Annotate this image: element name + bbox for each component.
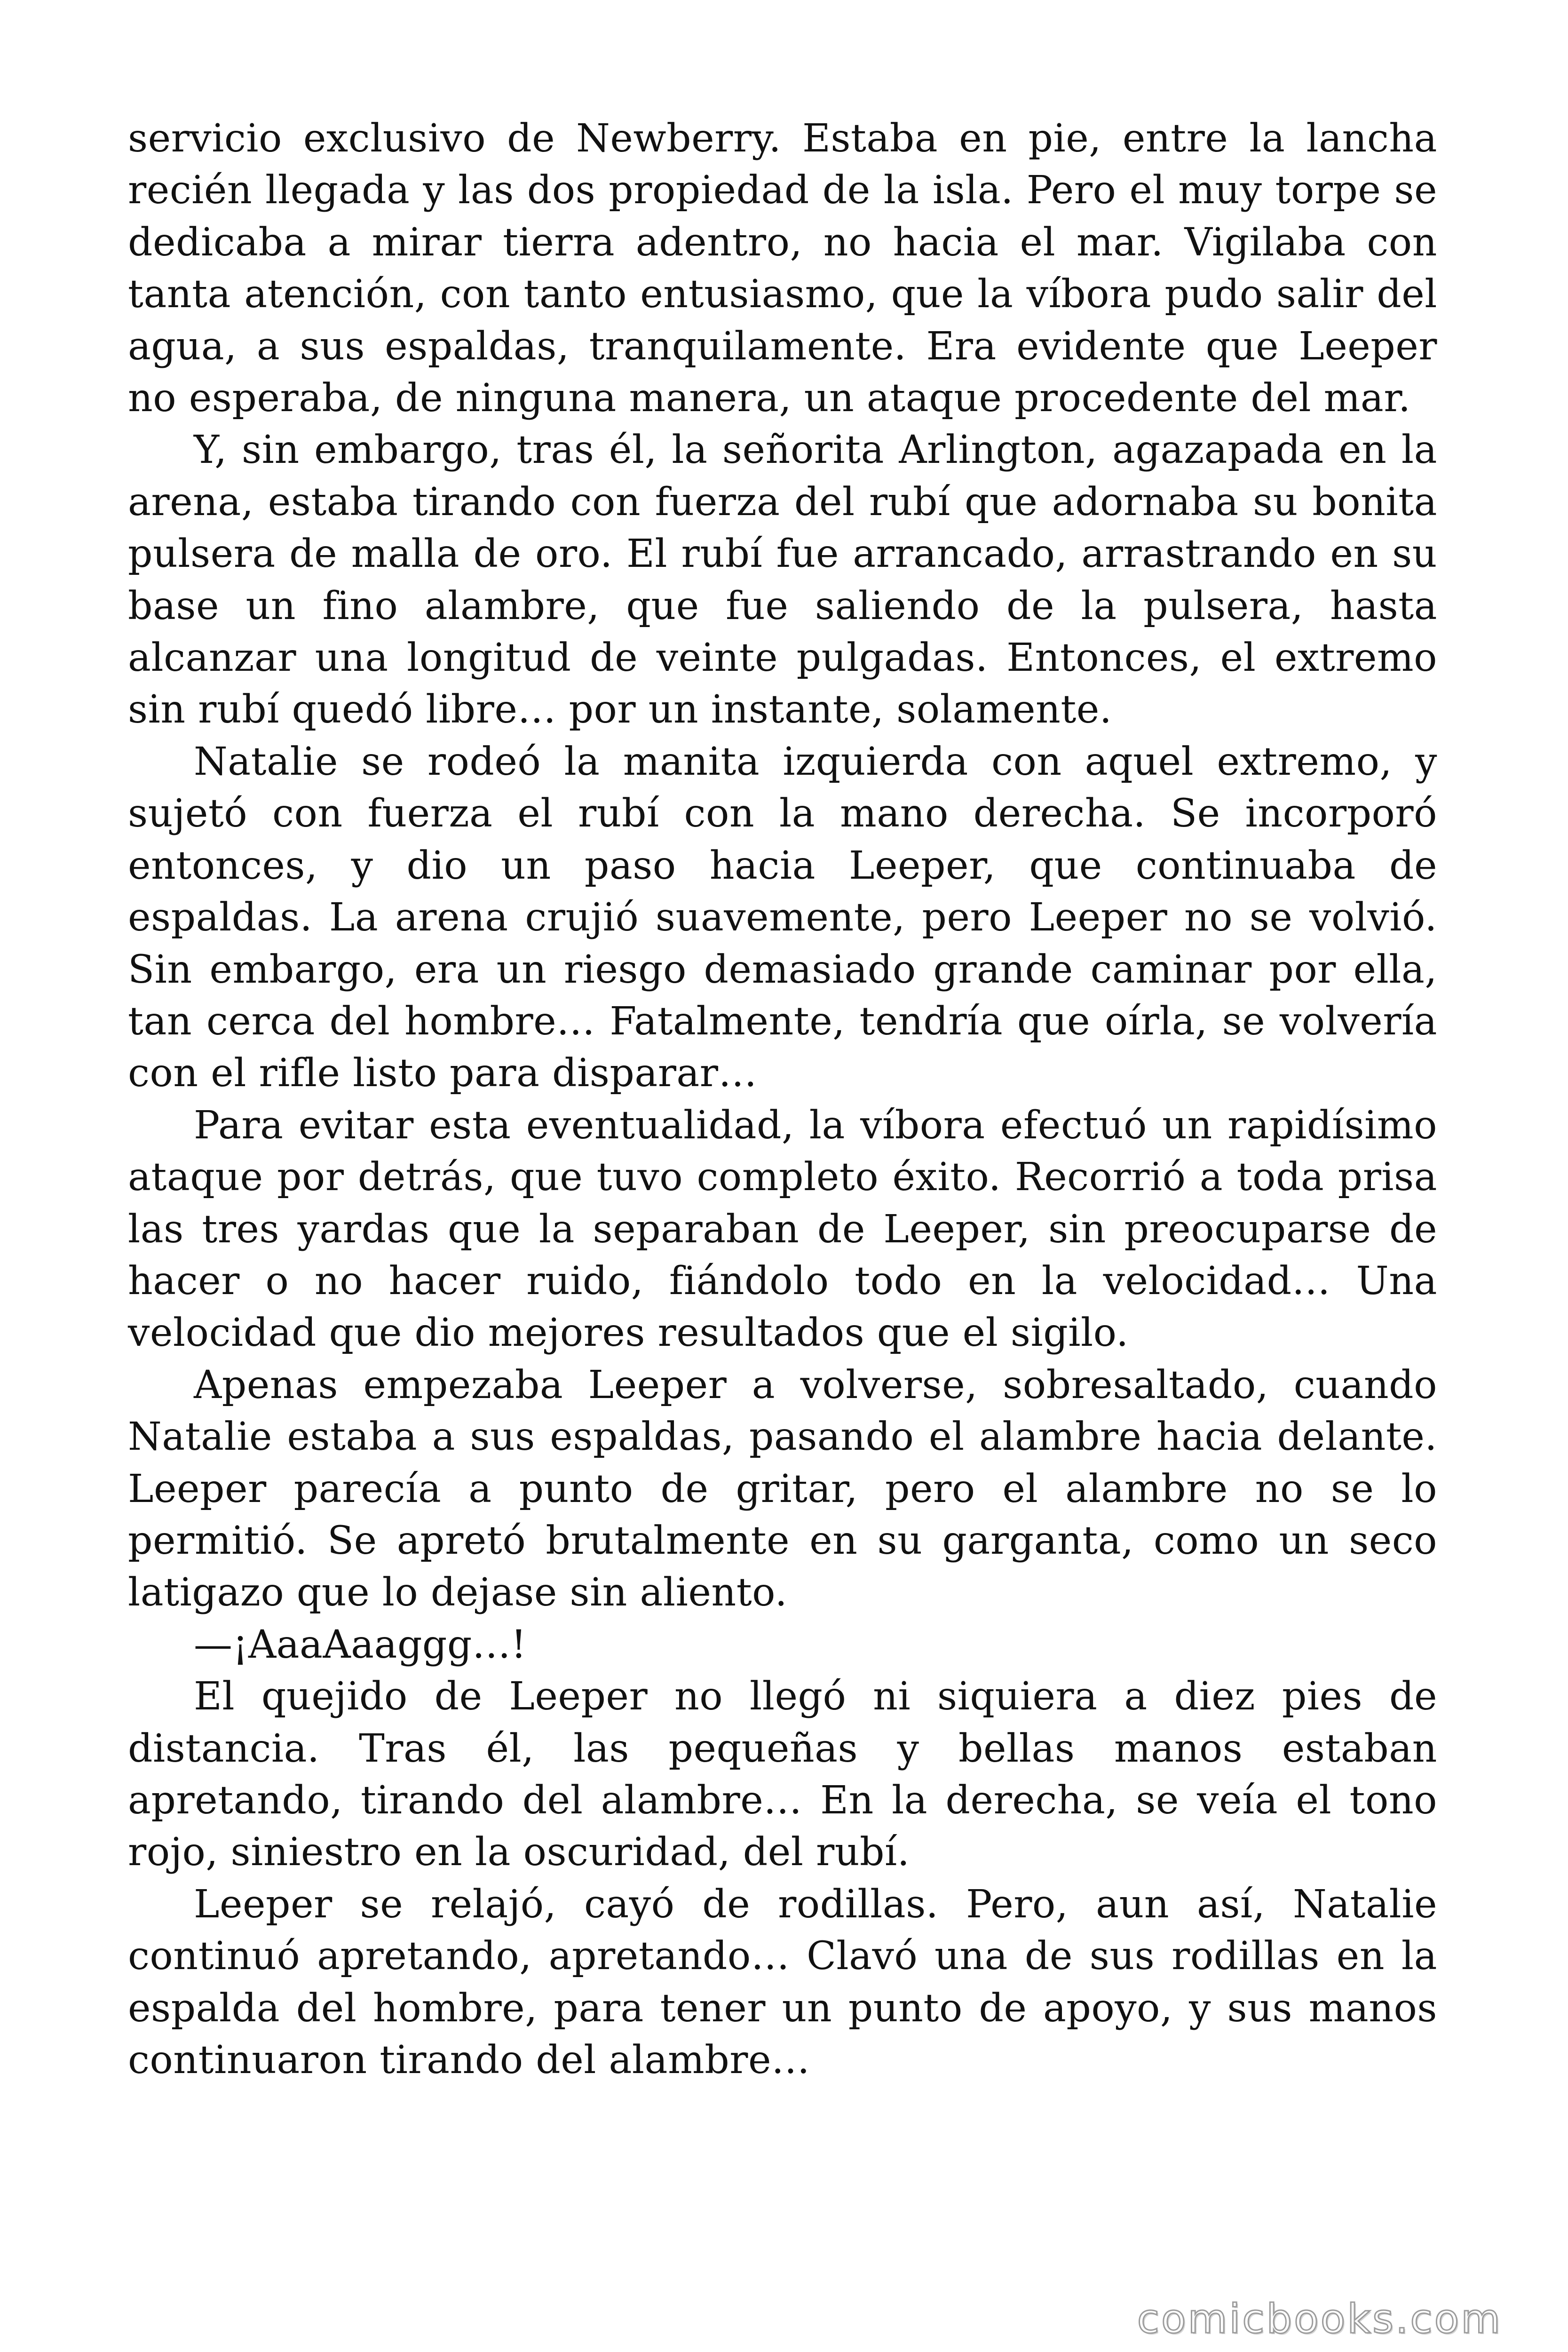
paragraph-3: Natalie se rodeó la manita izquierda con aquel extremo, y sujetó con fuerza el rubí con la mano derecha. Se incorporó entonces, y dio un paso hacia Leeper, que continuaba de espaldas. La arena crujió suavemente, pero Leeper no se volvió. Sin embargo, era un riesgo demasiado grande caminar por ella, tan cerca del hombre… Fatalmente, tendría que oírla, se volvería con el rifle listo para disparar…: [128, 739, 1437, 1096]
paragraph-2: Y, sin embargo, tras él, la señorita Arlington, agazapada en la arena, estaba tirando con fuerza del rubí que adornaba su bonita pulsera de malla de oro. El rubí fue arrancado, arrastrando en su base un fino alambre, que fue saliendo de la pulsera, hasta alcanzar una longitud de veinte pulgadas. Entonces, el extremo sin rubí quedó libre… por un instante, solamente.: [128, 428, 1437, 732]
document-body: [128, 113, 1437, 2086]
watermark-text: comicbooks.com: [1137, 2296, 1502, 2343]
paragraph-4: Para evitar esta eventualidad, la víbora efectuó un rapidísimo ataque por detrás, que tuvo completo éxito. Recorrió a toda prisa las tres yardas que la separaban de Leeper, sin preocuparse de hacer o no hacer ruido, fiándolo todo en la velocidad… Una velocidad que dio mejores resultados que el sigilo.: [128, 1103, 1437, 1356]
paragraph-5: Apenas empezaba Leeper a volverse, sobresaltado, cuando Natalie estaba a sus espaldas, pasando el alambre hacia delante. Leeper parecía a punto de gritar, pero el alambre no se lo permitió. Se apretó brutalmente en su garganta, como un seco latigazo que lo dejase sin aliento.: [128, 1362, 1437, 1615]
paragraph-8: Leeper se relajó, cayó de rodillas. Pero, aun así, Natalie continuó apretando, apretando… Clavó una de sus rodillas en la espalda del hombre, para tener un punto de apoyo, y sus manos continuaron tirando del alambre…: [128, 1882, 1437, 2083]
paragraph-7: El quejido de Leeper no llegó ni siquiera a diez pies de distancia. Tras él, las pequeñas y bellas manos estaban apretando, tirando del alambre… En la derecha, se veía el tono rojo, siniestro en la oscuridad, del rubí.: [128, 1674, 1437, 1875]
paragraph-1: servicio exclusivo de Newberry. Estaba en pie, entre la lancha recién llegada y las dos propiedad de la isla. Pero el muy torpe se dedicaba a mirar tierra adentro, no hacia el mar. Vigilaba con tanta atención, con tanto entusiasmo, que la víbora pudo salir del agua, a sus espaldas, tranquilamente. Era evidente que Leeper no esperaba, de ninguna manera, un ataque procedente del mar.: [128, 116, 1437, 421]
dialogue-line: —¡AaaAaaggg…!: [194, 1622, 527, 1667]
